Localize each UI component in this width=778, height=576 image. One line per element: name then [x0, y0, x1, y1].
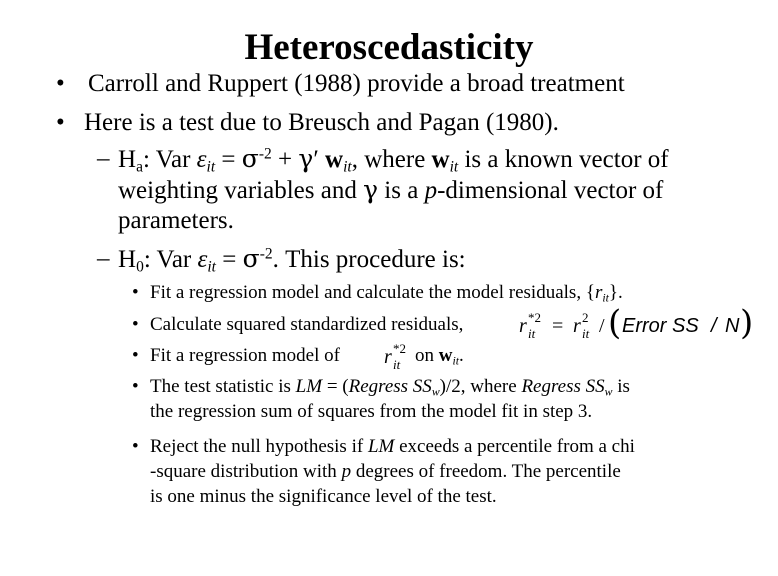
it-sub: it [528, 326, 536, 341]
alt-hypothesis-cont-1 [118, 174, 663, 206]
dash-1 [97, 143, 110, 174]
text: -square distribution with [150, 461, 342, 482]
text: )/2, where [439, 376, 522, 397]
text: Reject the null hypothesis if [150, 436, 368, 457]
slash: / [711, 315, 717, 337]
sigma-exp: -2 [259, 245, 273, 263]
p-italic: p [424, 177, 438, 204]
epsilon: ε [197, 246, 208, 273]
text: is [612, 376, 630, 397]
text: -dimensional vector of [437, 177, 664, 204]
star2-sup: *2 [393, 341, 406, 356]
sub-bullet-icon: • [132, 436, 139, 457]
sub-bullet-icon: • [132, 376, 139, 397]
bullet-2-text: Here is a test due to Breusch and Pagan (1980). [84, 109, 559, 136]
it-sub: it [602, 291, 609, 305]
w-bold: w [325, 146, 344, 173]
step-4-cont: the regression sum of squares from the model fit in step 3. [150, 401, 593, 422]
text: on [415, 345, 434, 366]
step-5-cont-2: is one minus the significance level of the test. [150, 486, 497, 507]
text: weighting variables and [118, 177, 364, 204]
lm-italic: LM [295, 376, 323, 397]
plus: + [271, 146, 299, 173]
r-italic: r [519, 315, 527, 337]
it-sub: it [452, 354, 460, 368]
equals: = [216, 246, 243, 273]
alt-hypothesis-cont-2: parameters. [118, 207, 234, 234]
sigma-exp: -2 [258, 145, 272, 163]
prime: ′ [313, 146, 319, 173]
w-sub: w [604, 385, 613, 399]
regress-ss: Regress SS [348, 376, 432, 397]
bullet-icon: • [56, 70, 65, 97]
text: }. [608, 282, 623, 303]
text: The test statistic is [150, 376, 296, 397]
lm-italic: LM [367, 436, 395, 457]
bullet-1-text: Carroll and Ruppert (1988) provide a broad treatment [88, 70, 625, 97]
dash-icon: – [97, 145, 110, 172]
step-3-on-w: on $w_{it}$. [415, 345, 464, 368]
step-1-text [150, 281, 623, 305]
h-letter: H [118, 146, 137, 173]
sub-bullet-1 [132, 281, 139, 305]
star2-sup: *2 [528, 310, 541, 325]
text: = ( [322, 376, 349, 397]
step-5-text [150, 435, 635, 459]
procedure-text: . This procedure is: [272, 246, 466, 273]
it-sub: it [393, 357, 401, 372]
alt-hypothesis-line [118, 143, 669, 175]
left-paren: ( [608, 303, 622, 343]
slide-title: Heteroscedasticity [244, 27, 534, 68]
dash-icon: – [97, 245, 110, 272]
bullet-2 [56, 108, 65, 138]
var-text: : Var [143, 246, 198, 273]
r-italic: r [384, 346, 392, 368]
it-sub: it [207, 258, 216, 276]
sub-bullet-2 [132, 313, 139, 337]
text: exceeds a percentile from a chi [394, 436, 635, 457]
equals: = [552, 315, 564, 337]
it-sub: it [206, 158, 216, 176]
h-letter: H [118, 246, 137, 273]
step-2-text: Calculate squared standardized residuals, [150, 314, 464, 335]
var-text: : Var [142, 146, 197, 173]
text: Fit a regression model and calculate the model residuals, { [150, 282, 595, 303]
sub-bullet-3 [132, 344, 139, 368]
epsilon: ε [196, 146, 207, 173]
w-sub: w [431, 385, 440, 399]
p-italic: p [341, 461, 352, 482]
sub-bullet-icon: • [132, 345, 139, 366]
r-italic: r [573, 315, 581, 337]
step-3-text: Fit a regression model of [150, 345, 340, 366]
two-sup: 2 [582, 310, 589, 325]
equals: = [215, 146, 242, 173]
bullet-1 [56, 69, 65, 99]
gamma: γ [363, 175, 379, 204]
right-paren: ) [740, 303, 754, 343]
where-text: , where [351, 146, 432, 173]
null-hypothesis-line [118, 243, 466, 275]
step-5-cont-1 [150, 460, 621, 484]
error-ss: Error SS [622, 315, 699, 337]
w-bold: w [431, 146, 450, 173]
alt-sub: a [136, 158, 143, 176]
known-vector-text: is a known vector of [458, 146, 669, 173]
sub-bullet-5 [132, 435, 139, 459]
sigma: σ [242, 244, 260, 273]
r-italic: r [594, 282, 603, 303]
dash-2 [97, 243, 110, 274]
sub-bullet-4 [132, 375, 139, 399]
step-4-text [150, 375, 630, 399]
w-bold: w [438, 345, 453, 366]
sub-bullet-icon: • [132, 314, 139, 335]
text: degrees of freedom. The percentile [351, 461, 621, 482]
it-sub: it [582, 326, 590, 341]
sigma: σ [241, 144, 259, 173]
slash: / [599, 315, 605, 337]
gamma: γ [298, 144, 314, 173]
bullet-icon: • [56, 109, 65, 136]
zero-sub: 0 [136, 258, 144, 276]
n-italic: N [725, 315, 740, 337]
text: is a [378, 177, 425, 204]
regress-ss: Regress SS [521, 376, 605, 397]
it-sub: it [343, 158, 352, 176]
sub-bullet-icon: • [132, 282, 139, 303]
it-sub: it [449, 158, 459, 176]
